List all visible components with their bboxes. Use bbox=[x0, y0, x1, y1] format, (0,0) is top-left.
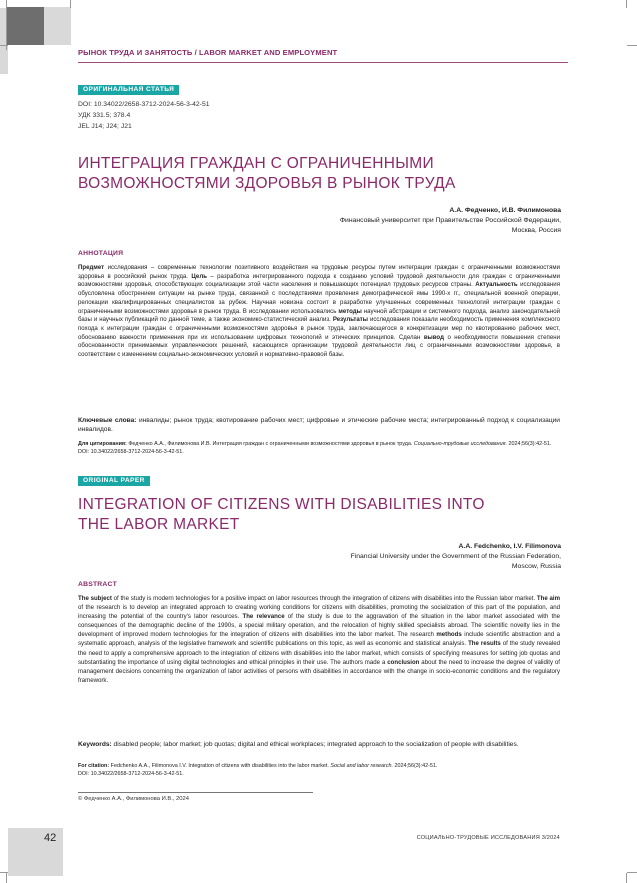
keyword-bold: Результаты bbox=[332, 316, 368, 324]
title-line: ИНТЕГРАЦИЯ ГРАЖДАН С ОГРАНИЧЕННЫМИ bbox=[78, 155, 434, 172]
corner-decoration bbox=[7, 7, 45, 45]
keywords-en bbox=[78, 740, 560, 749]
authors: А.А. Федченко, И.В. Филимонова bbox=[449, 207, 561, 214]
keywords-text: disabled people; labor market; job quotas; digital and ethical workplaces; integrated approach to the socialization of people with disabilities. bbox=[111, 741, 519, 748]
citation-ru bbox=[78, 440, 560, 456]
footnote-divider bbox=[78, 792, 313, 793]
citation-en bbox=[78, 762, 560, 778]
keywords-label: Keywords: bbox=[78, 741, 112, 748]
abstract-text: – разработка интегрированного подхода к созданию условий трудовой деятельности для граждан с ограниченными возможностями здоровья, способствующих социализации этой части населения и повышающих потенциал трудовых ресурсов страны. bbox=[78, 272, 561, 289]
article-type-badge: ОРИГИНАЛЬНАЯ СТАТЬЯ bbox=[78, 85, 179, 95]
keyword-bold: Предмет bbox=[78, 264, 105, 271]
abstract-text: of the study revealed the need to apply a comprehensive approach to the integration of citizens with disabilities into the labor market, which consists of specifying measures for setting job quotas and substantiating the importance of using digital technologies and ethical principles in their use. The authors made a bbox=[78, 640, 561, 666]
keyword-bold: вывод bbox=[423, 333, 444, 341]
keyword-bold: методы bbox=[338, 307, 362, 315]
citation-label: Для цитирования: bbox=[78, 441, 127, 447]
section-header: РЫНОК ТРУДА И ЗАНЯТОСТЬ / LABOR MARKET AND EMPLOYMENT bbox=[78, 48, 338, 57]
affiliation-city: Moscow, Russia bbox=[511, 563, 561, 570]
copyright-note: © Федченко А.А., Филимонова И.В., 2024 bbox=[78, 796, 189, 802]
citation-text: 2024;56(3):42-51. bbox=[393, 763, 438, 769]
keyword-bold: methods bbox=[436, 631, 462, 639]
keyword-bold: The subject bbox=[78, 595, 112, 602]
abstract-text: исследования обусловлена обострением ситуации на рынке труда, связанной с последствиями проявления демографической ямы 1990-х гг., специальной военной операции, релокации квалифицированных специалистов за рубеж. Научная новизна состоит в разработке улучшенных современных технологий интеграции граждан с ограниченными возможностями здоровья в рынок труда. В исследовании использовались bbox=[78, 281, 561, 315]
citation-journal: Social and labor research. bbox=[330, 763, 394, 769]
abstract-text: of the study is modern technologies for a positive impact on labor resources through the integration of citizens with disabilities into the Russian labor market. bbox=[111, 595, 537, 602]
keyword-bold: The relevance bbox=[242, 613, 285, 621]
corner-decoration bbox=[44, 7, 71, 45]
citation-text: Fedchenko A.A., Filimonova I.V. Integration of citizens with disabilities into the labor market. bbox=[109, 763, 331, 769]
title-line: THE LABOR MARKET bbox=[78, 516, 240, 533]
abstract-text: of the research is to develop an integrated approach to creating working conditions for citizens with disabilities, promoting the socialization of this part of the population, and increasing the potential of the country's labor resources. bbox=[78, 604, 560, 621]
keywords-ru bbox=[78, 416, 560, 435]
keywords-text: инвалиды; рынок труда; квотирование рабочих мест; цифровые и этические рабочие места; интегрированный подход к социализации инвалидов. bbox=[78, 417, 560, 434]
crop-mark bbox=[627, 872, 637, 873]
abstract-text: about the need to increase the degree of validity of management decisions concerning the organization of labor activities of persons with disabilities in accordance with the change in socio-economic conditions and the regulatory framework. bbox=[78, 658, 560, 684]
crop-mark bbox=[6, 0, 7, 50]
crop-mark bbox=[0, 45, 8, 46]
doi: DOI: 10.34022/2658-3712-2024-56-3-42-51 bbox=[78, 101, 210, 108]
article-title-ru bbox=[78, 154, 578, 194]
citation-text: 2024;56(3):42-51. DOI: 10.34022/2658-3712-2024-56-3-42-51. bbox=[78, 441, 552, 455]
section-divider bbox=[78, 62, 568, 63]
crop-mark bbox=[0, 872, 8, 873]
keyword-bold: conclusion bbox=[387, 658, 420, 666]
abstract-text: исследования показали необходимость применения комплексного похода к интеграции граждан с ограниченными возможностями здоровья в рынок труда, заключающегося в конкретизации мер по квотированию рабочих мест, обоснованию важности применения при их использовании цифровых технологий и этических принципов. Сделан bbox=[78, 316, 560, 341]
keyword-bold: Цель bbox=[191, 272, 207, 280]
title-line: ВОЗМОЖНОСТЯМИ ЗДОРОВЬЯ В РЫНОК ТРУДА bbox=[78, 175, 456, 192]
abstract-text: include scientific abstraction and a systematic approach, analysis of the legislative framework and scientific publications on this topic, as well as economic and statistical analysis. bbox=[78, 631, 560, 648]
abstract-en bbox=[78, 594, 560, 685]
affiliation: Financial University under the Government of the Russian Federation, bbox=[350, 553, 561, 560]
udk: УДК 331.5; 378.4 bbox=[78, 112, 131, 119]
abstract-text: of the study is due to the aggravation of the situation in the labor market associated with the consequences of the demographic decline of the 1990s, a special military operation, and the relocation of highly skilled specialists abroad. The scientific novelty lies in the development of improved modern technologies for the integration of citizens with disabilities into the labor market. The research bbox=[78, 613, 560, 639]
crop-mark bbox=[627, 45, 637, 46]
abstract-text: научной абстракции и системного подхода, анализ законодательной базы и научных публикаций по данной теме, а также экономико-статистический анализ. bbox=[78, 307, 560, 324]
keyword-bold: The aim bbox=[536, 595, 560, 602]
page-number: 42 bbox=[44, 832, 57, 844]
abstract-ru bbox=[78, 264, 560, 360]
author-block-en bbox=[351, 542, 561, 572]
article-title-en bbox=[78, 495, 578, 535]
crop-mark bbox=[626, 873, 627, 883]
title-line: INTEGRATION OF CITIZENS WITH DISABILITIES INTO bbox=[78, 496, 485, 513]
citation-label: For citation: bbox=[78, 763, 110, 769]
jel: JEL J14; J24; J21 bbox=[78, 123, 132, 130]
crop-mark bbox=[6, 873, 7, 883]
journal-footer: СОЦИАЛЬНО-ТРУДОВЫЕ ИССЛЕДОВАНИЯ 3/2024 bbox=[416, 835, 560, 841]
abstract-heading-en: ABSTRACT bbox=[78, 581, 117, 588]
abstract-text: исследования – современные технологии позитивного воздействия на трудовые ресурсы путем интеграции граждан с ограниченными возможностями здоровья в российский рынок труда. bbox=[78, 264, 560, 280]
keywords-label: Ключевые слова: bbox=[78, 417, 137, 424]
crop-mark bbox=[70, 0, 71, 8]
abstract-heading-ru: АННОТАЦИЯ bbox=[78, 250, 124, 257]
affiliation: Финансовый университет при Правительстве Российской Федерации, bbox=[339, 217, 561, 224]
keyword-bold: Актуальность bbox=[475, 281, 518, 289]
citation-journal: Социально-трудовые исследования. bbox=[413, 441, 508, 447]
author-block-ru bbox=[340, 206, 561, 236]
abstract-text: о необходимости повышения степени обоснованности принимаемых управленческих решений, касающихся организации трудовой деятельности лиц с ограниченными возможностями здоровья, в соответствии с изменением социально-экономических условий и нормативно-правовой базы. bbox=[78, 333, 560, 359]
citation-text: Федченко А.А., Филимонова И.В. Интеграция граждан с ограниченными возможностями здоровья в рынок труда. bbox=[126, 441, 414, 447]
keyword-bold: The results bbox=[468, 640, 501, 648]
crop-mark bbox=[626, 0, 627, 8]
article-type-badge: ORIGINAL PAPER bbox=[78, 476, 150, 486]
affiliation-city: Москва, Россия bbox=[511, 227, 561, 234]
citation-doi: DOI: 10.34022/2658-3712-2024-56-3-42-51. bbox=[78, 771, 184, 777]
authors: A.A. Fedchenko, I.V. Filimonova bbox=[458, 543, 561, 550]
